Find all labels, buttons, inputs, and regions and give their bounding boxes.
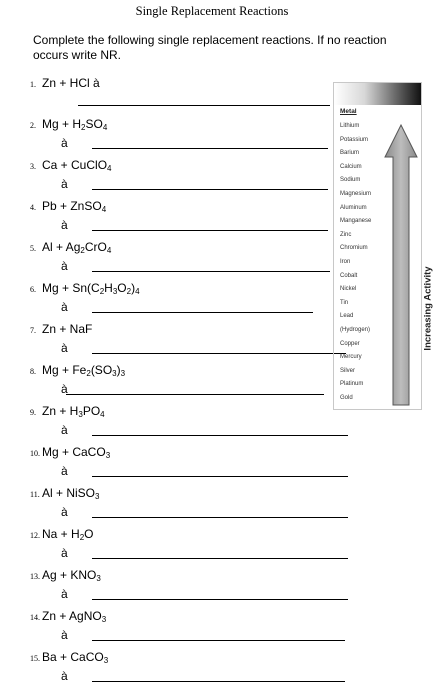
formula-text: ) <box>116 363 121 377</box>
formula-text: CrO <box>84 240 107 254</box>
formula-text: Pb + ZnSO <box>42 199 102 213</box>
formula-text: Mg + Fe <box>42 363 87 377</box>
subscript: 3 <box>120 369 126 378</box>
formula-text: O <box>84 527 94 541</box>
reaction-number: 3. <box>30 162 36 171</box>
reaction-item <box>0 650 424 690</box>
reaction-number: 9. <box>30 408 36 417</box>
subscript: 2 <box>81 123 86 132</box>
subscript: 4 <box>107 164 112 173</box>
reaction-equation <box>42 445 110 459</box>
reaction-number: 5. <box>30 244 36 253</box>
reaction-equation <box>42 322 92 336</box>
formula-text: Ba + CaCO <box>42 650 104 664</box>
subscript: 4 <box>106 246 112 255</box>
metal-list <box>340 120 371 405</box>
reaction-equation <box>42 117 107 131</box>
metal-item: Barium <box>340 150 360 157</box>
answer-line[interactable] <box>92 312 313 313</box>
subscript: 4 <box>135 287 140 296</box>
metal-item: Manganese <box>340 218 372 225</box>
reaction-arrow: à <box>61 423 68 437</box>
reaction-number: 4. <box>30 203 36 212</box>
formula-text: H <box>104 281 113 295</box>
formula-text: Zn + AgNO <box>42 609 102 623</box>
subscript: 3 <box>96 574 101 583</box>
reaction-equation <box>42 281 140 295</box>
answer-line[interactable] <box>78 105 330 106</box>
increasing-activity-label: Increasing Activity <box>422 266 434 351</box>
answer-line[interactable] <box>92 230 328 231</box>
metal-item: Lead <box>340 313 354 320</box>
reaction-item <box>0 404 424 444</box>
subscript: 3 <box>112 287 118 296</box>
metal-header: Metal <box>340 108 357 115</box>
metal-item: Lithium <box>340 123 360 129</box>
subscript: 2 <box>126 287 132 296</box>
reaction-equation <box>42 527 93 541</box>
answer-line[interactable] <box>92 189 328 190</box>
reaction-item <box>0 527 424 567</box>
formula-text: Zn + H <box>42 404 79 418</box>
subscript: 3 <box>112 369 117 378</box>
subscript: 3 <box>103 656 109 665</box>
subscript: 2 <box>79 533 85 542</box>
metal-item: Mercury <box>340 354 362 361</box>
formula-text: O <box>117 281 127 295</box>
reaction-arrow: à <box>61 505 68 519</box>
reaction-number: 15. <box>30 654 40 663</box>
reaction-item <box>0 568 424 608</box>
subscript: 2 <box>99 287 105 296</box>
subscript: 2 <box>86 369 91 378</box>
metal-item: Aluminum <box>340 204 367 211</box>
answer-line[interactable] <box>92 271 330 272</box>
reaction-equation <box>42 158 111 172</box>
answer-line[interactable] <box>92 476 348 477</box>
reaction-equation <box>42 404 105 418</box>
metal-item: Nickel <box>340 286 357 293</box>
metal-item: Zinc <box>340 231 352 238</box>
formula-text: Na + H <box>42 527 80 541</box>
reaction-item <box>0 445 424 485</box>
formula-text: Mg + CaCO <box>42 445 106 459</box>
answer-line[interactable] <box>66 394 324 395</box>
answer-line[interactable] <box>92 148 328 149</box>
reaction-equation <box>42 240 111 254</box>
reaction-equation <box>42 568 101 582</box>
metal-item: Chromium <box>340 245 368 252</box>
reaction-number: 1. <box>30 80 36 89</box>
reaction-arrow: à <box>61 341 68 355</box>
subscript: 3 <box>101 615 107 624</box>
metal-item: Cobalt <box>340 272 358 279</box>
formula-text: Mg + H <box>42 117 82 131</box>
subscript: 4 <box>102 123 108 132</box>
reaction-number: 7. <box>30 326 36 335</box>
formula-text: Al + Ag <box>42 240 81 254</box>
reaction-item <box>0 609 424 649</box>
metal-item: Sodium <box>340 177 361 184</box>
reaction-equation <box>42 486 99 500</box>
subscript: 3 <box>95 492 100 501</box>
reaction-arrow: à <box>61 136 68 150</box>
reaction-item <box>0 486 424 526</box>
metal-item: (Hydrogen) <box>340 326 371 333</box>
subscript: 4 <box>100 410 105 419</box>
answer-line[interactable] <box>92 640 345 641</box>
reaction-arrow: à <box>61 177 68 191</box>
formula-text: Al + NiSO <box>42 486 96 500</box>
reaction-number: 2. <box>30 121 36 130</box>
subscript: 4 <box>101 205 107 214</box>
metal-item: Iron <box>340 258 351 265</box>
formula-text: Ca + CuClO <box>42 158 108 172</box>
reaction-equation <box>42 76 100 90</box>
reaction-equation <box>42 363 125 377</box>
reaction-number: 11. <box>30 490 40 499</box>
reaction-equation <box>42 650 108 664</box>
reaction-arrow: à <box>61 300 68 314</box>
answer-line[interactable] <box>92 681 345 682</box>
answer-line[interactable] <box>92 599 348 600</box>
reaction-number: 12. <box>30 531 40 540</box>
metal-item: Tin <box>340 299 349 306</box>
subscript: 2 <box>80 246 85 255</box>
metal-item: Calcium <box>340 163 362 170</box>
reaction-equation <box>42 609 106 623</box>
reaction-arrow: à <box>61 382 68 396</box>
reaction-arrow: à <box>61 546 68 560</box>
metal-item: Copper <box>340 340 360 347</box>
metal-item: Potassium <box>340 136 369 143</box>
formula-text: ) <box>131 281 136 295</box>
reaction-equation <box>42 199 106 213</box>
formula-text: PO <box>82 404 101 418</box>
answer-line[interactable] <box>92 517 348 518</box>
reaction-arrow: à <box>61 628 68 642</box>
formula-text: Zn + NaF <box>42 322 93 336</box>
reaction-number: 6. <box>30 285 36 294</box>
metal-item: Silver <box>340 367 356 374</box>
formula-text: Mg + Sn(C <box>42 281 100 295</box>
instructions: Complete the following single replacement reactions. If no reaction occurs write NR. <box>33 33 387 62</box>
reaction-arrow: à <box>61 259 68 273</box>
subscript: 3 <box>105 451 111 460</box>
reaction-number: 14. <box>30 613 40 622</box>
formula-text: (SO <box>90 363 113 377</box>
answer-line[interactable] <box>92 353 346 354</box>
page-title: Single Replacement Reactions <box>135 4 289 18</box>
reaction-arrow: à <box>61 587 68 601</box>
reaction-number: 8. <box>30 367 36 376</box>
activity-series-legend <box>333 82 434 410</box>
reaction-arrow: à <box>61 669 68 683</box>
metal-item: Magnesium <box>340 190 372 197</box>
answer-line[interactable] <box>92 435 348 436</box>
reaction-arrow: à <box>61 218 68 232</box>
up-arrow-icon <box>384 123 418 407</box>
formula-text: Ag + KNO <box>42 568 97 582</box>
reaction-number: 10. <box>30 449 40 458</box>
metal-item: Gold <box>340 394 353 401</box>
subscript: 3 <box>78 410 83 419</box>
metal-item: Platinum <box>340 381 364 388</box>
gradient-bar <box>334 83 421 105</box>
reaction-number: 13. <box>30 572 40 581</box>
formula-text: Zn + HCl à <box>42 76 100 90</box>
answer-line[interactable] <box>92 558 348 559</box>
formula-text: SO <box>85 117 103 131</box>
reaction-arrow: à <box>61 464 68 478</box>
